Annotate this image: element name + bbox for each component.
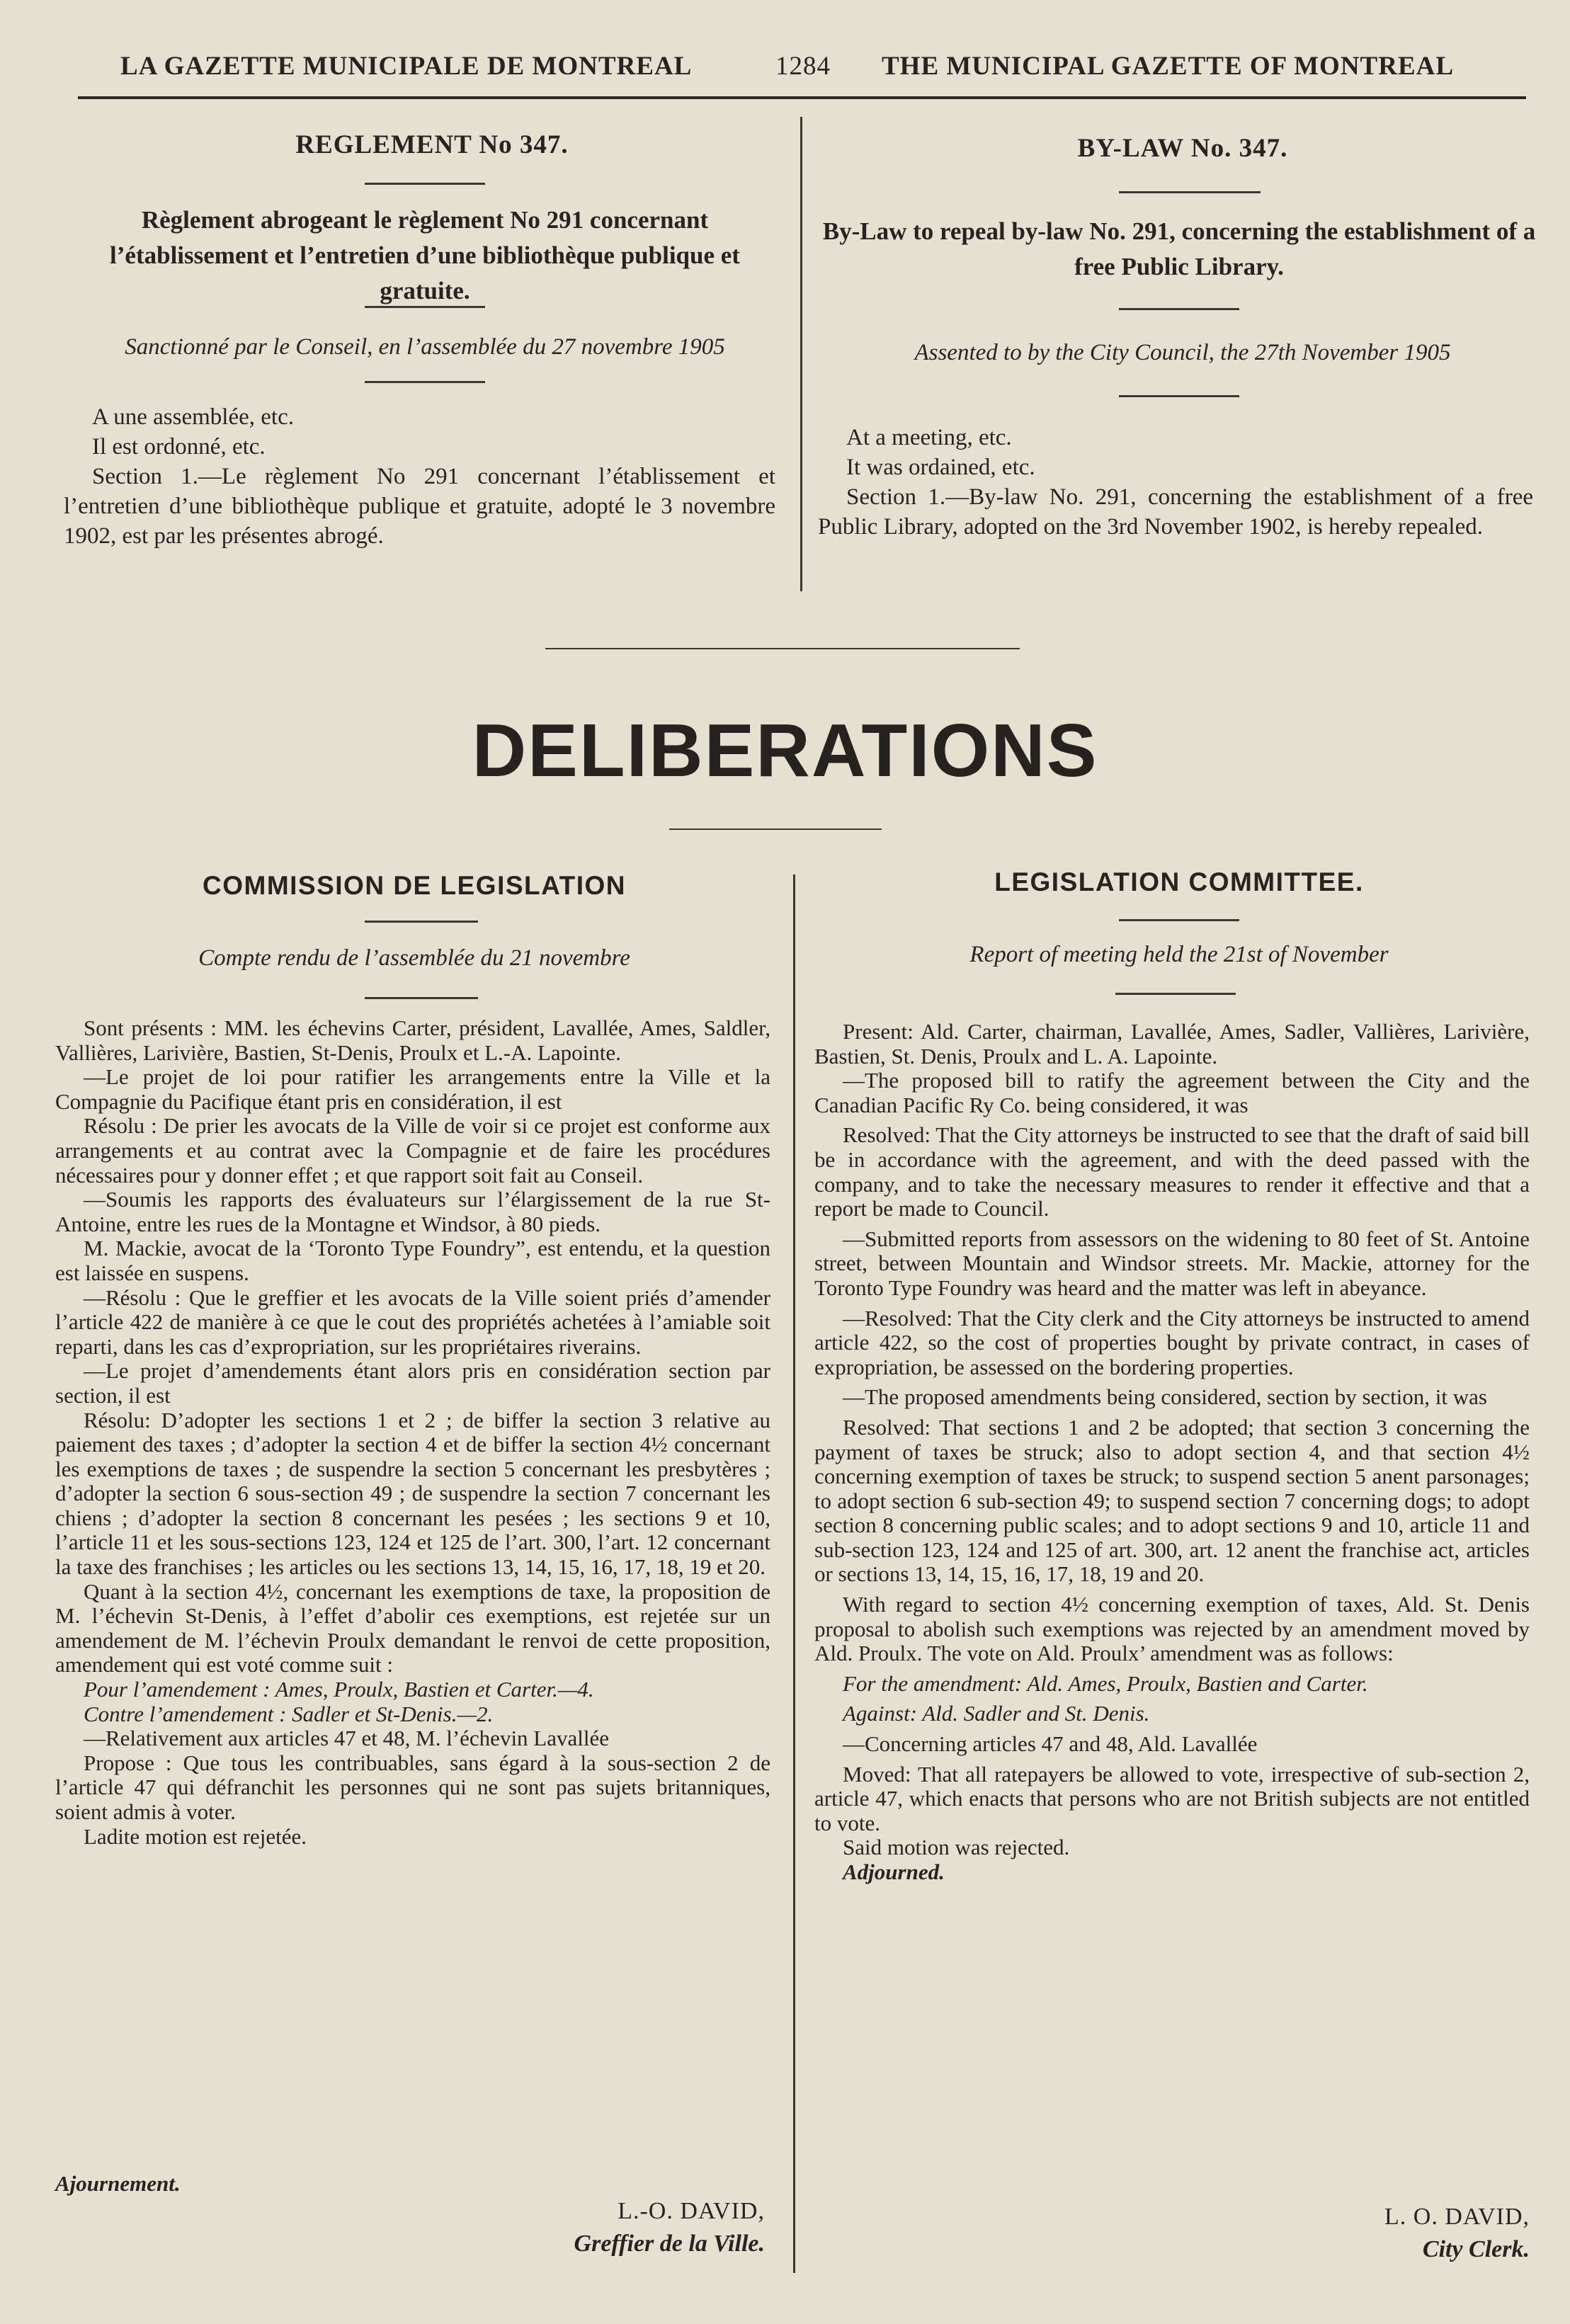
divider — [1119, 919, 1239, 921]
bylaw-en-subtitle: By-Law to repeal by-law No. 291, concerning the establishment of a free Public Library. — [822, 217, 1536, 280]
header-rule — [78, 96, 1526, 99]
committee-fr-report: Compte rendu de l’assemblée du 21 novembre — [198, 945, 630, 971]
header-french-title: LA GAZETTE MUNICIPALE DE MONTREAL — [120, 52, 693, 81]
signature-title: City Clerk. — [1422, 2236, 1530, 2262]
signature-name: L. O. DAVID, — [1384, 2204, 1530, 2230]
committee-fr-para: Ladite motion est rejetée. — [84, 1823, 307, 1849]
committee-fr-para: —Relativement aux articles 47 et 48, M. l’échevin Lavallée — [84, 1726, 610, 1751]
section-separator — [545, 648, 1020, 649]
signature-title: Greffier de la Ville. — [574, 2231, 765, 2257]
signature-name: L.-O. DAVID, — [618, 2198, 765, 2224]
committee-fr-para: Propose : Que tous les contribuables, sans égard à la sous-section 2 de l’article 47 qui défranchit les personnes qui ne sont pas sujets britanniques, soient admis à voter. — [55, 1750, 770, 1824]
bylaw-en-para: At a meeting, etc. — [846, 425, 1012, 450]
divider — [1119, 395, 1239, 397]
committee-en-vote-against: Against: Ald. Sadler and St. Denis. — [843, 1701, 1150, 1726]
page-header — [78, 51, 1494, 93]
committee-fr-adjourned: Ajournement. — [55, 2171, 181, 2196]
committee-fr-para: Quant à la section 4½, concernant les exemptions de taxe, la proposition de M. l’échevin St-Denis, à l’effet d’abolir ces exemptions, est rejetée sur un amendement de M. l’échevin Proulx demandant le renvoi de cette proposition, amendement qui est voté comme suit : — [55, 1578, 770, 1678]
committee-en-para: —Submitted reports from assessors on the widening to 80 feet of St. Antoine street, between Mountain and Windsor streets. Mr. Mackie, attorney for the Toronto Type Foundry was heard and the matter was left in abeyance. — [814, 1226, 1530, 1300]
committee-fr-para: Résolu : De prier les avocats de la Ville de voir si ce projet est conforme aux arrangements et au contrat avec la Compagnie et de faire les procédures nécessaires pour y donner effet ; et que rapport soit fait au Conseil. — [55, 1113, 770, 1187]
committee-en-title: LEGISLATION COMMITTEE. — [994, 867, 1364, 896]
committee-fr-para: —Soumis les rapports des évaluateurs sur l’élargissement de la rue St-Antoine, entre les rues de la Montagne et Windsor, à 80 pieds. — [55, 1187, 770, 1236]
divider — [1119, 191, 1261, 193]
divider — [365, 381, 485, 383]
bylaw-fr-sanction: Sanctionné par le Conseil, en l’assemblée du 27 novembre 1905 — [125, 334, 725, 360]
section-heading: DELIBERATIONS — [472, 709, 1098, 792]
bylaw-fr-para: Section 1.—Le règlement No 291 concernant l’établissement et l’entretien d’une bibliothèque publique et gratuite, adopté le 3 novembre 1902, est par les présentes abrogé. — [64, 464, 775, 549]
committee-fr-para: Sont présents : MM. les échevins Carter, président, Lavallée, Ames, Saldler, Vallières, Larivière, Bastien, St-Denis, Proulx et L.-A. Lapointe. — [55, 1015, 770, 1065]
bylaw-en-para: Section 1.—By-law No. 291, concerning the establishment of a free Public Library, adopted on the 3rd November 1902, is hereby repealed. — [818, 484, 1533, 540]
committee-en-para: Present: Ald. Carter, chairman, Lavallée, Ames, Sadler, Vallières, Larivière, Bastien, St. Denis, Proulx and L. A. Lapointe. — [814, 1019, 1530, 1069]
bylaw-en-body — [818, 423, 1533, 542]
bylaw-en-sanction: Assented to by the City Council, the 27th November 1905 — [914, 340, 1451, 365]
bylaw-en-title: BY-LAW No. 347. — [1077, 134, 1288, 163]
committee-en-para: —The proposed amendments being considered, section by section, it was — [843, 1384, 1487, 1410]
column-divider — [800, 117, 802, 591]
committee-fr-vote-for: Pour l’amendement : Ames, Proulx, Bastien et Carter.—4. — [84, 1677, 594, 1702]
committee-fr-signature — [397, 2195, 765, 2260]
divider — [365, 997, 478, 999]
committee-fr-vote-against: Contre l’amendement : Sadler et St-Denis.—2. — [84, 1701, 494, 1726]
divider — [1115, 993, 1236, 995]
bylaw-fr-body — [64, 402, 775, 551]
bylaw-fr-subtitle: Règlement abrogeant le règlement No 291 concernant l’établissement et l’entretien d’une bibliothèque publique et gratuite. — [110, 206, 740, 304]
committee-fr-para: —Résolu : Que le greffier et les avocats de la Ville soient priés d’amender l’article 422 de manière à ce que le cout des propriétés achetées à l’amiable soit reparti, dans les cas d’expropriation, sur les propriétaires riverains. — [55, 1285, 770, 1359]
committee-fr-body — [55, 1016, 770, 1849]
committee-fr-para: —Le projet d’amendements étant alors pris en considération section par section, il est — [55, 1358, 770, 1408]
committee-en-para: Resolved: That the City attorneys be instructed to see that the draft of said bill be in accordance with the agreement, and with the deed passed with the company, and to take the necessary measures to render it effective and that a report be made to Council. — [814, 1122, 1530, 1221]
committee-en-adjourned: Adjourned. — [843, 1859, 945, 1884]
bylaw-fr-para: Il est ordonné, etc. — [92, 434, 266, 460]
divider — [1119, 308, 1239, 310]
divider — [365, 921, 478, 923]
divider — [669, 828, 882, 830]
committee-en-para: Moved: That all ratepayers be allowed to vote, irrespective of sub-section 2, article 47, which enacts that persons who are not British subjects are not entitled to vote. — [814, 1761, 1530, 1835]
committee-en-para: Resolved: That sections 1 and 2 be adopted; that section 3 concerning the payment of taxes be struck; also to adopt section 4, and that section 4½ concerning exemption of taxes be struck; to suspend section 5 anent parsonages; to adopt section 6 sub-section 49; to suspend section 7 concerning dogs; to adopt section 8 concerning public scales; and to adopt sections 9 and 10, article 11 and sub-section 123, 124 and 125 of art. 300, art. 12 anent the franchise act, articles or sections 13, 14, 15, 16, 17, 18, 19 and 20. — [814, 1414, 1530, 1587]
committee-fr-para: —Le projet de loi pour ratifier les arrangements entre la Ville et la Compagnie du Pacifique étant pris en considération, il est — [55, 1064, 770, 1114]
bylaw-fr-title: REGLEMENT No 347. — [295, 130, 569, 159]
committee-en-para: —Concerning articles 47 and 48, Ald. Lavallée — [843, 1731, 1258, 1757]
header-english-title: THE MUNICIPAL GAZETTE OF MONTREAL — [882, 52, 1455, 81]
committee-en-report: Report of meeting held the 21st of November — [969, 942, 1389, 967]
committee-en-para: —Resolved: That the City clerk and the City attorneys be instructed to amend article 422, so the cost of properties bought by private contract, in cases of expropriation, be assessed on the bordering properties. — [814, 1305, 1530, 1379]
page-number: 1284 — [775, 52, 831, 81]
committee-en-vote-for: For the amendment: Ald. Ames, Proulx, Bastien and Carter. — [843, 1670, 1368, 1696]
committee-fr-para: M. Mackie, avocat de la ‘Toronto Type Foundry”, est entendu, et la question est laissée en suspens. — [55, 1236, 770, 1285]
committee-en-body — [814, 1020, 1530, 1885]
committee-en-signature — [1133, 2201, 1530, 2266]
committee-fr-para: Résolu: D’adopter les sections 1 et 2 ; de biffer la section 3 relative au paiement des taxes ; d’adopter la section 4 et de biffer la section 4½ concernant les exemptions de taxes ; de suspendre la section 5 concernant les presbytères ; d’adopter la section 6 sous-section 49 ; de suspendre la section 7 concernant les chiens ; d’adopter la section 8 concernant les pesées ; les sections 9 et 10, l’article 11 et les sous-sections 123, 124 et 125 de l’art. 300, l’art. 12 concernant la taxe des franchises ; les articles ou les sections 13, 14, 15, 16, 17, 18, 19 et 20. — [55, 1407, 770, 1580]
divider — [365, 306, 485, 308]
bylaw-fr-para: A une assemblée, etc. — [92, 404, 294, 430]
committee-fr-title: COMMISSION DE LEGISLATION — [203, 871, 626, 900]
bylaw-en-para: It was ordained, etc. — [846, 455, 1035, 480]
divider — [365, 183, 485, 185]
committee-en-para: —The proposed bill to ratify the agreement between the City and the Canadian Pacific Ry Co. being considered, it was — [814, 1068, 1530, 1117]
committee-en-para: Said motion was rejected. — [843, 1835, 1070, 1860]
committee-en-para: With regard to section 4½ concerning exemption of taxes, Ald. St. Denis proposal to abolish such exemptions was rejected by an amendment moved by Ald. Proulx. The vote on Ald. Proulx’ amendment was as follows: — [814, 1592, 1530, 1666]
column-divider — [793, 875, 795, 2273]
